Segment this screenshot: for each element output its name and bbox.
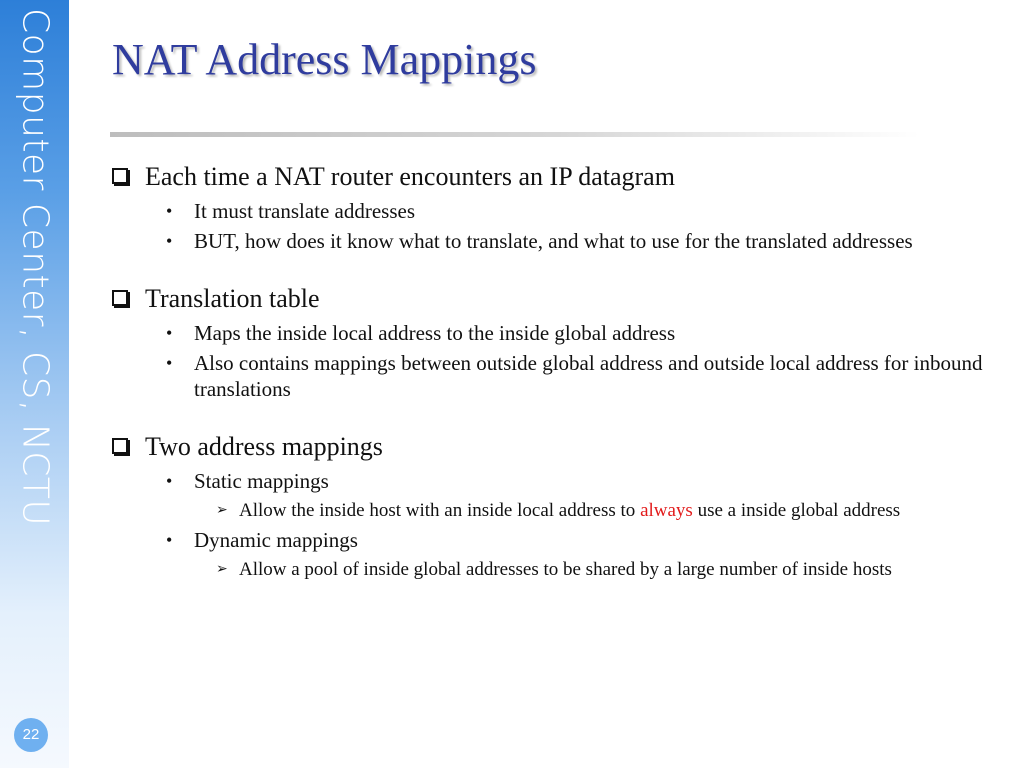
bullet-text: Static mappings — [194, 469, 329, 493]
bullet-dot-icon: • — [166, 323, 173, 343]
section-translation-table — [112, 282, 1002, 402]
bullet-text: Dynamic mappings — [194, 528, 358, 552]
section-heading-row — [112, 430, 1002, 464]
bullet-item-dynamic — [166, 527, 1002, 553]
section-heading: Each time a NAT router encounters an IP datagram — [145, 162, 675, 191]
slide-content — [112, 160, 1002, 610]
title-divider — [110, 132, 920, 137]
bullet-text: Also contains mappings between outside global address and outside local address for inbound translations — [194, 351, 983, 401]
arrow-right-icon: ➢ — [216, 562, 228, 577]
sub-bullet-text-end: use a inside global address — [692, 500, 901, 521]
bullet-dot-icon: • — [166, 530, 173, 550]
bullet-item — [166, 198, 1002, 224]
arrow-right-icon: ➢ — [216, 503, 228, 518]
section-nat-datagram — [112, 160, 1002, 254]
bullet-dot-icon: • — [166, 353, 173, 373]
section-address-mappings — [112, 430, 1002, 582]
sidebar-label: Computer Center, CS, NCTU — [14, 8, 56, 527]
sub-bullet-text — [239, 499, 900, 523]
bullet-dot-icon: • — [166, 231, 173, 251]
bullet-item — [166, 350, 1002, 402]
section-heading-row — [112, 282, 1002, 316]
highlight-word: always — [640, 500, 693, 521]
sub-bullet-text: Allow a pool of inside global addresses to be shared by a large number of inside hosts — [239, 559, 892, 580]
bullet-dot-icon: • — [166, 471, 173, 491]
bullet-dot-icon: • — [166, 201, 173, 221]
slide-title: NAT Address Mappings — [112, 35, 537, 84]
section-heading-row — [112, 160, 1002, 194]
bullet-item — [166, 320, 1002, 346]
sub-bullet-item — [216, 499, 1002, 523]
bullet-text: It must translate addresses — [194, 199, 416, 223]
checkbox-icon — [112, 290, 128, 306]
section-heading: Translation table — [145, 284, 320, 313]
bullet-item — [166, 228, 1002, 254]
sub-bullet-item — [216, 558, 1002, 582]
bullet-text: BUT, how does it know what to translate, and what to use for the translated addresses — [194, 229, 913, 253]
checkbox-icon — [112, 438, 128, 454]
bullet-item-static — [166, 468, 1002, 494]
sub-bullet-text-start: Allow the inside host with an inside local address to — [239, 500, 641, 521]
checkbox-icon — [112, 168, 128, 184]
page-number: 22 — [14, 718, 48, 752]
sidebar — [0, 0, 69, 768]
section-heading: Two address mappings — [145, 432, 383, 461]
bullet-text: Maps the inside local address to the inside global address — [194, 321, 676, 345]
